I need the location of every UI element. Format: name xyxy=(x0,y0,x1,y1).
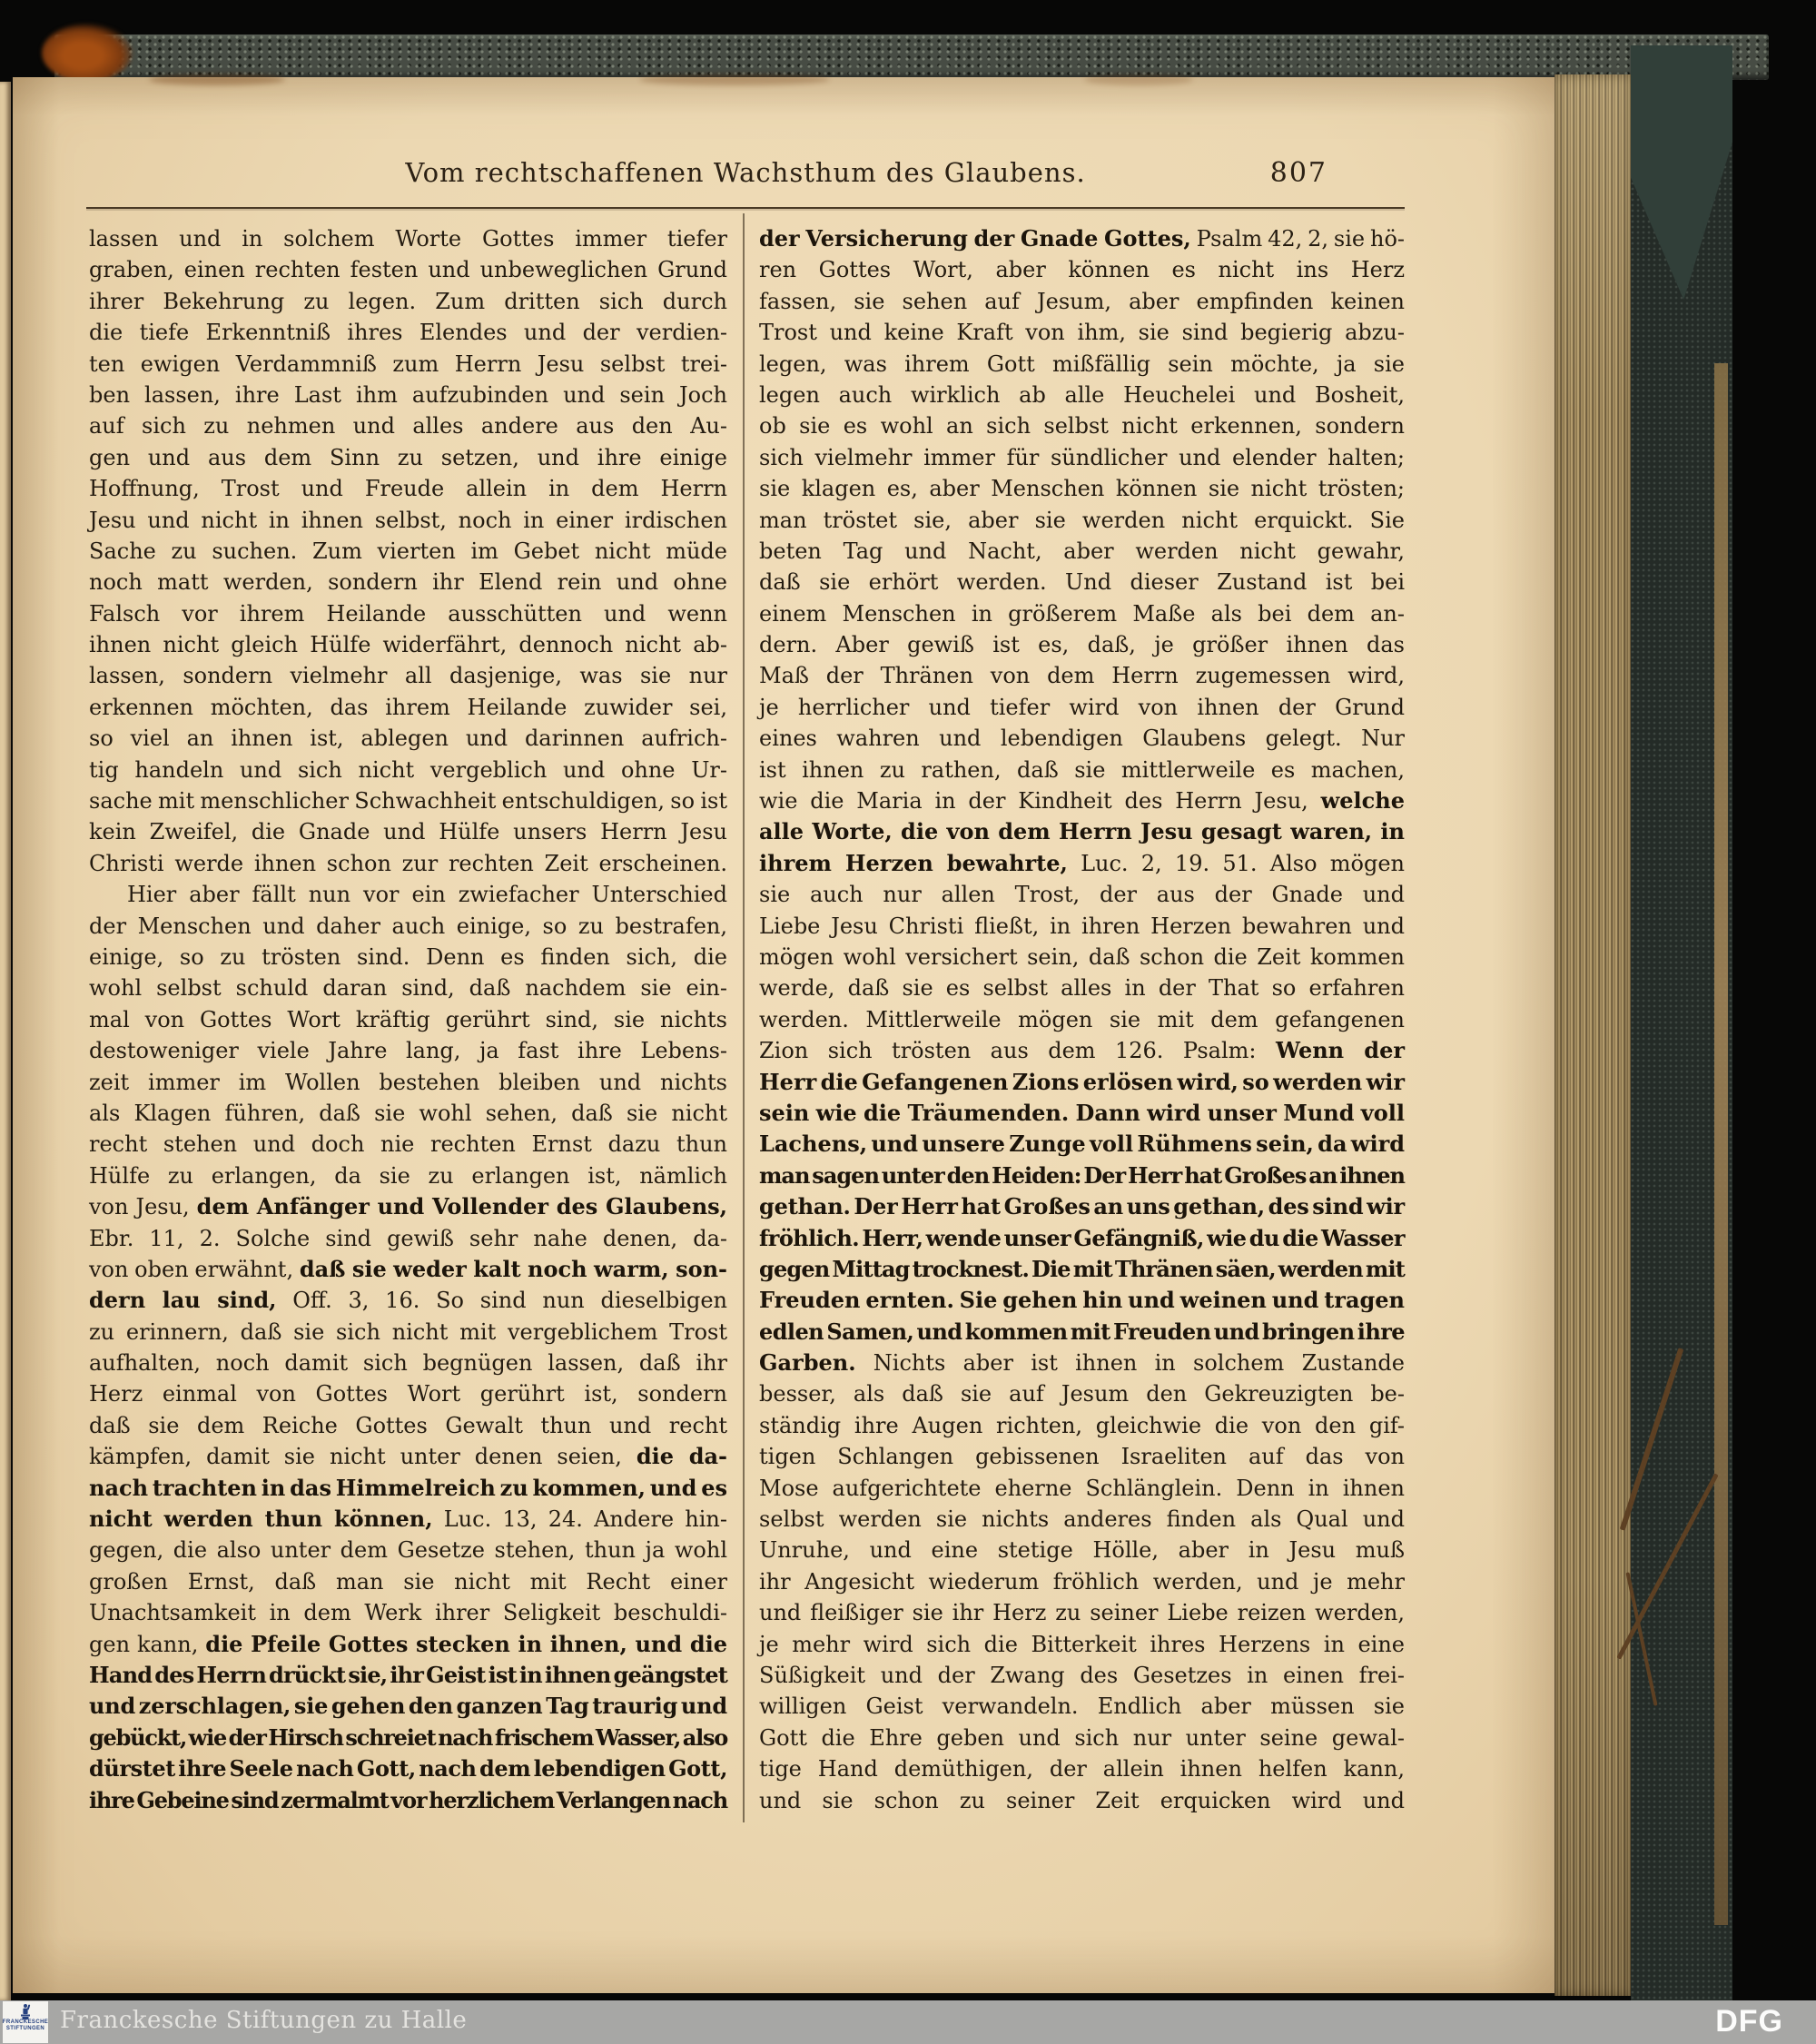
text-line xyxy=(89,317,727,348)
page-block-fore-edge xyxy=(1554,74,1631,1996)
text-line xyxy=(89,755,727,785)
body-text: besser, als daß sie auf Jesum den Gekreuzigten be- xyxy=(759,1381,1405,1407)
text-line xyxy=(759,1285,1405,1316)
emphasized-text: gebückt, wie der Hirsch schreiet nach frischem Wasser, also xyxy=(89,1723,728,1751)
text-line xyxy=(759,1191,1405,1222)
body-text: Hülfe zu erlangen, da sie zu erlangen ist, nämlich xyxy=(89,1162,727,1189)
emphasized-text: ihre Gebeine sind zermalmt vor herzlichem Verlangen nach xyxy=(89,1786,727,1813)
body-text: kämpfen, damit sie nicht unter denen seien, xyxy=(89,1444,637,1470)
text-line xyxy=(89,942,727,973)
body-text: destoweniger viele Jahre lang, ja fast ihre Lebens- xyxy=(89,1038,727,1064)
body-text: willigen Geist verwandeln. Endlich aber müssen sie xyxy=(759,1693,1405,1720)
body-text: Falsch vor ihrem Heilande ausschütten und wenn xyxy=(89,600,727,627)
emphasized-text: man sagen unter den Heiden: Der Herr hat Großes an ihnen xyxy=(759,1161,1405,1189)
footer-bar xyxy=(0,2000,1816,2044)
body-text: großen Ernst, daß man sie nicht mit Recht einer xyxy=(89,1568,727,1595)
header-rule xyxy=(86,207,1405,209)
text-line xyxy=(759,1629,1405,1660)
body-text: selbst werden sie nichts anderes finden als Qual und xyxy=(759,1506,1405,1533)
body-text: gen kann, xyxy=(89,1631,206,1657)
text-line xyxy=(759,1785,1405,1816)
text-line xyxy=(759,629,1405,660)
emphasized-text: Lachens, und unsere Zunge voll Rühmens sein, da wird xyxy=(759,1131,1405,1158)
text-line xyxy=(759,317,1405,348)
page-title: Vom rechtschaffenen Wachsthum des Glaubens. xyxy=(405,157,1086,188)
body-text: Süßigkeit und der Zwang des Gesetzes in einen frei- xyxy=(759,1662,1405,1688)
text-line xyxy=(89,1317,727,1348)
body-text: tige Hand demüthigen, der allein ihnen helfen kann, xyxy=(759,1756,1405,1782)
emphasized-text: Wenn der xyxy=(1275,1037,1406,1064)
text-line xyxy=(759,567,1405,597)
text-line xyxy=(89,785,727,816)
text-column-left xyxy=(89,223,727,1816)
text-line xyxy=(759,879,1405,910)
text-line xyxy=(89,660,727,691)
body-text: je herrlicher und tiefer wird von ihnen der Grund xyxy=(759,694,1405,720)
text-line xyxy=(89,1378,727,1409)
body-text: einige, so zu trösten sind. Denn es finden sich, die xyxy=(89,943,727,970)
text-line xyxy=(89,1285,727,1316)
logo-caption-line1: FRANCKESCHE xyxy=(2,2019,49,2025)
body-text: zeit immer im Wollen bestehen bleiben und nichts xyxy=(89,1069,727,1095)
text-line xyxy=(89,911,727,942)
emphasized-text: Hand des Herrn drückt sie, ihr Geist ist in ihnen geängstet xyxy=(89,1661,727,1688)
emphasized-text: alle Worte, die von dem Herrn Jesu gesagt waren, in xyxy=(759,818,1405,845)
body-text: mal von Gottes Wort kräftig gerührt sind, sie nichts xyxy=(89,1006,727,1032)
emphasized-text: die da- xyxy=(636,1443,727,1470)
body-text: ihr Angesicht wiederum fröhlich werden, und je mehr xyxy=(759,1568,1405,1595)
text-line xyxy=(759,1691,1405,1722)
text-line xyxy=(89,1753,727,1784)
body-text: tig handeln und sich nicht vergeblich und ohne Ur- xyxy=(89,756,727,783)
text-line xyxy=(759,505,1405,536)
emphasized-text: nicht werden thun können, xyxy=(89,1506,433,1533)
body-text: fassen, sie sehen auf Jesum, aber empfinden keinen xyxy=(759,288,1405,314)
body-text: Liebe Jesu Christi fließt, in ihren Herzen bewahren und xyxy=(759,913,1405,939)
body-text: als Klagen führen, daß sie wohl sehen, daß sie nicht xyxy=(89,1100,727,1126)
body-text: Christi werde ihnen schon zur rechten Zeit erscheinen. xyxy=(89,850,727,876)
text-line xyxy=(759,1254,1405,1285)
body-text: daß sie erhört werden. Und dieser Zustand ist bei xyxy=(759,569,1405,596)
body-text: von Jesu, xyxy=(89,1194,197,1220)
emphasized-text: ihrem Herzen bewahrte, xyxy=(759,849,1068,876)
text-line xyxy=(759,1566,1405,1597)
page-number: 807 xyxy=(1269,157,1327,189)
text-line xyxy=(759,1378,1405,1409)
text-column-right xyxy=(759,223,1405,1816)
body-text: mögen wohl versichert sein, daß schon die Zeit kommen xyxy=(759,943,1405,970)
text-line xyxy=(759,1535,1405,1565)
text-line xyxy=(89,1067,727,1098)
text-line xyxy=(759,410,1405,441)
text-line xyxy=(759,911,1405,942)
logo-caption-line2: STIFTUNGEN xyxy=(5,2025,45,2031)
text-line xyxy=(759,848,1405,879)
body-text: dern. Aber gewiß ist es, daß, je größer ihnen das xyxy=(759,632,1405,658)
body-text: aufhalten, noch damit sich begnügen lassen, daß ihr xyxy=(89,1350,727,1377)
body-text: daß sie dem Reiche Gottes Gewalt thun und recht xyxy=(89,1412,727,1438)
emphasized-text: der Versicherung der Gnade Gottes, xyxy=(759,225,1191,252)
text-line xyxy=(759,380,1405,410)
body-text: ren Gottes Wort, aber können es nicht ins Herz xyxy=(759,257,1405,283)
text-line xyxy=(759,723,1405,754)
text-line xyxy=(89,1660,727,1691)
text-line xyxy=(759,1348,1405,1378)
text-line xyxy=(89,1629,727,1660)
text-line xyxy=(89,816,727,847)
body-text: Unachtsamkeit in dem Werk ihrer Seligkeit beschuldi- xyxy=(89,1600,727,1626)
text-line xyxy=(759,973,1405,1003)
body-text: sie klagen es, aber Menschen können sie nicht trösten; xyxy=(759,476,1405,502)
institution-label: Franckesche Stiftungen zu Halle xyxy=(60,2007,468,2034)
text-line xyxy=(759,286,1405,317)
body-text: ständig ihre Augen richten, gleichwie die von den gif- xyxy=(759,1412,1405,1438)
text-line xyxy=(759,1441,1405,1472)
text-line xyxy=(759,1753,1405,1784)
body-text: sie auch nur allen Trost, der aus der Gnade und xyxy=(759,882,1405,908)
text-line xyxy=(89,254,727,285)
body-text: werde, daß sie es selbst alles in der That so erfahren xyxy=(759,975,1405,1002)
text-line xyxy=(759,1223,1405,1254)
body-text: Off. 3, 16. So sind nun dieselbigen xyxy=(276,1288,727,1314)
text-line xyxy=(759,755,1405,785)
text-line xyxy=(89,1723,727,1753)
text-line xyxy=(89,1191,727,1222)
text-line xyxy=(759,1004,1405,1035)
body-text: die tiefe Erkenntniß ihres Elendes und der verdien- xyxy=(89,320,727,346)
text-line xyxy=(759,442,1405,473)
page-top-stain xyxy=(149,74,285,85)
text-line xyxy=(89,1535,727,1565)
text-line xyxy=(89,1785,727,1816)
body-text: eines wahren und lebendigen Glaubens gelegt. Nur xyxy=(759,726,1405,752)
body-text: ihrer Bekehrung zu legen. Zum dritten sich durch xyxy=(89,288,727,314)
text-line xyxy=(89,1441,727,1472)
text-line xyxy=(89,1597,727,1628)
body-text: so viel an ihnen ist, ablegen und darinnen aufrich- xyxy=(89,726,727,752)
body-text: Maß der Thränen von dem Herrn zugemessen wird, xyxy=(759,663,1405,689)
page-top-stain xyxy=(1084,74,1193,85)
text-line xyxy=(89,1691,727,1722)
cover-damage-spot xyxy=(42,24,133,82)
body-text: legen, was ihrem Gott mißfällig sein möchte, ja sie xyxy=(759,351,1405,377)
body-text: Mose aufgerichtete eherne Schlänglein. Denn in ihnen xyxy=(759,1475,1405,1501)
emphasized-text: daß sie weder kalt noch warm, son- xyxy=(299,1255,727,1282)
body-text: Hoffnung, Trost und Freude allein in dem Herrn xyxy=(89,476,727,502)
text-line xyxy=(759,1723,1405,1753)
body-text: Psalm 42, 2, sie hö- xyxy=(1190,226,1405,252)
text-line xyxy=(759,1473,1405,1504)
text-line xyxy=(89,879,727,910)
text-line xyxy=(759,223,1405,254)
body-text: einem Menschen in größerem Maße als bei dem an- xyxy=(759,600,1405,627)
text-line xyxy=(759,1160,1405,1191)
body-text: ihnen nicht gleich Hülfe widerfährt, dennoch nicht ab- xyxy=(89,632,727,658)
emphasized-text: gethan. Der Herr hat Großes an uns gethan, des sind wir xyxy=(759,1193,1405,1220)
body-text: ist ihnen zu rathen, daß sie mittlerweile es machen, xyxy=(759,756,1405,783)
torn-cover-flap xyxy=(1631,45,1732,300)
body-text: kein Zweifel, die Gnade und Hülfe unsers Herrn Jesu xyxy=(89,819,727,845)
body-text: lassen, sondern vielmehr all dasjenige, was sie nur xyxy=(89,663,727,689)
text-line xyxy=(759,1098,1405,1129)
body-text: Luc. 2, 19. 51. Also mögen xyxy=(1067,850,1405,876)
body-text: man tröstet sie, aber sie werden nicht erquickt. Sie xyxy=(759,507,1405,533)
text-line xyxy=(759,660,1405,691)
body-text: von oben erwähnt, xyxy=(89,1256,300,1282)
text-line xyxy=(89,567,727,597)
text-line xyxy=(759,473,1405,504)
body-text: Sache zu suchen. Zum vierten im Gebet nicht müde xyxy=(89,538,727,564)
text-line xyxy=(89,473,727,504)
body-text: sache mit menschlicher Schwachheit entschuldigen, so ist xyxy=(89,788,727,815)
emphasized-text: Garben. xyxy=(759,1349,856,1377)
emphasized-text: nach trachten in das Himmelreich zu kommen, und es xyxy=(89,1474,727,1501)
text-line xyxy=(759,1597,1405,1628)
body-text: und fleißiger sie ihr Herz zu seiner Liebe reizen werden, xyxy=(759,1600,1405,1626)
body-text: Ebr. 11, 2. Solche sind gewiß sehr nahe denen, da- xyxy=(89,1225,727,1251)
text-line xyxy=(89,1473,727,1504)
emphasized-text: Herr die Gefangenen Zions erlösen wird, so werden wir xyxy=(759,1068,1405,1095)
body-text: wohl selbst schuld daran sind, daß nachdem sie ein- xyxy=(89,975,727,1002)
running-header xyxy=(86,157,1405,199)
text-line xyxy=(89,1129,727,1160)
text-line xyxy=(89,536,727,567)
body-text: Herz einmal von Gottes Wort gerührt ist, sondern xyxy=(89,1381,727,1407)
text-line xyxy=(89,1566,727,1597)
emphasized-text: edlen Samen, und kommen mit Freuden und bringen ihre xyxy=(759,1318,1405,1345)
text-line xyxy=(759,692,1405,723)
body-text: der Menschen und daher auch einige, so zu bestrafen, xyxy=(89,913,727,939)
text-line xyxy=(759,349,1405,380)
text-line xyxy=(759,942,1405,973)
body-text: gegen, die also unter dem Gesetze stehen, thun ja wohl xyxy=(89,1537,727,1564)
dfg-logo: DFG xyxy=(1715,2004,1783,2039)
text-line xyxy=(89,692,727,723)
emphasized-text: sein wie die Träumenden. Dann wird unser Mund voll xyxy=(759,1099,1405,1126)
body-text: Jesu und nicht in ihnen selbst, noch in einer irdischen xyxy=(89,507,727,533)
page-edge-left xyxy=(0,82,11,2000)
body-text: noch matt werden, sondern ihr Elend rein und ohne xyxy=(89,569,727,596)
text-line xyxy=(89,1035,727,1066)
text-line xyxy=(89,1160,727,1191)
emphasized-text: welche xyxy=(1320,787,1405,815)
text-line xyxy=(759,536,1405,567)
text-line xyxy=(89,723,727,754)
text-line xyxy=(759,1410,1405,1441)
text-line xyxy=(89,1254,727,1285)
text-line xyxy=(759,785,1405,816)
body-text: sich vielmehr immer für sündlicher und elender halten; xyxy=(759,444,1405,470)
emphasized-text: dern lau sind, xyxy=(89,1287,277,1314)
text-line xyxy=(89,505,727,536)
body-text: Trost und keine Kraft von ihm, sie sind begierig abzu- xyxy=(759,320,1405,346)
text-line xyxy=(759,1317,1405,1348)
body-text: tigen Schlangen gebissenen Israeliten auf das von xyxy=(759,1444,1405,1470)
emphasized-text: und zerschlagen, sie gehen den ganzen Tag traurig und xyxy=(89,1693,727,1720)
body-text: ben lassen, ihre Last ihm aufzubinden und sein Joch xyxy=(89,381,727,408)
book-cover-edge xyxy=(1631,45,1732,2007)
body-text: Hier aber fällt nun vor ein zwiefacher Unterschied xyxy=(127,882,727,908)
page-top-stain xyxy=(639,74,830,85)
body-text: gen und aus dem Sinn zu setzen, und ihre einige xyxy=(89,444,727,470)
text-line xyxy=(89,1098,727,1129)
body-text: Luc. 13, 24. Andere hin- xyxy=(432,1506,727,1533)
text-line xyxy=(89,410,727,441)
text-line xyxy=(759,1129,1405,1160)
text-line xyxy=(89,598,727,629)
francke-figure-icon xyxy=(18,2003,33,2019)
body-text: graben, einen rechten festen und unbeweglichen Grund xyxy=(89,257,727,283)
column-divider xyxy=(743,213,745,1822)
text-line xyxy=(89,349,727,380)
text-line xyxy=(89,848,727,879)
text-line xyxy=(89,1348,727,1378)
body-text: werden. Mittlerweile mögen sie mit dem gefangenen xyxy=(759,1006,1405,1032)
body-text: recht stehen und doch nie rechten Ernst dazu thun xyxy=(89,1131,727,1158)
body-text: Gott die Ehre geben und sich nur unter seine gewal- xyxy=(759,1724,1405,1751)
emphasized-text: dürstet ihre Seele nach Gott, nach dem lebendigen Gott, xyxy=(89,1755,728,1782)
text-line xyxy=(89,1504,727,1535)
body-text: Nichts aber ist ihnen in solchem Zustande xyxy=(855,1350,1405,1377)
text-line xyxy=(759,816,1405,847)
book-top-edge xyxy=(54,35,1769,80)
text-line xyxy=(759,598,1405,629)
body-text: Zion sich trösten aus dem 126. Psalm: xyxy=(759,1038,1276,1064)
text-line xyxy=(759,1067,1405,1098)
text-line xyxy=(759,1035,1405,1066)
body-text: auf sich zu nehmen und alles andere aus den Au- xyxy=(89,413,727,439)
body-text: lassen und in solchem Worte Gottes immer tiefer xyxy=(89,226,727,252)
body-text: ten ewigen Verdammniß zum Herrn Jesu selbst trei- xyxy=(89,351,727,377)
body-text: ob sie es wohl an sich selbst nicht erkennen, sondern xyxy=(759,413,1405,439)
text-line xyxy=(89,973,727,1003)
body-text: erkennen möchten, das ihrem Heilande zuwider sei, xyxy=(89,694,727,720)
body-text: je mehr wird sich die Bitterkeit ihres Herzens in eine xyxy=(759,1631,1405,1657)
francke-foundation-logo xyxy=(3,2001,48,2043)
text-line xyxy=(89,1223,727,1254)
emphasized-text: gegen Mittag trocknest. Die mit Thränen säen, werden mit xyxy=(759,1255,1405,1282)
text-line xyxy=(759,1504,1405,1535)
body-text: wie die Maria in der Kindheit des Herrn Jesu, xyxy=(759,788,1321,815)
emphasized-text: die Pfeile Gottes stecken in ihnen, und die xyxy=(205,1630,727,1657)
body-text: Unruhe, und eine stetige Hölle, aber in Jesu muß xyxy=(759,1537,1405,1564)
text-line xyxy=(89,1004,727,1035)
text-line xyxy=(89,286,727,317)
body-text: zu erinnern, daß sie sich nicht mit vergeblichem Trost xyxy=(89,1318,727,1345)
body-text: legen auch wirklich ab alle Heuchelei und Bosheit, xyxy=(759,381,1405,408)
text-line xyxy=(89,380,727,410)
text-line xyxy=(89,442,727,473)
text-line xyxy=(759,1660,1405,1691)
body-text: beten Tag und Nacht, aber werden nicht gewahr, xyxy=(759,538,1405,564)
text-line xyxy=(89,629,727,660)
emphasized-text: Freuden ernten. Sie gehen hin und weinen und tragen xyxy=(759,1287,1405,1314)
text-line xyxy=(89,1410,727,1441)
cover-board-edge xyxy=(1714,363,1728,1925)
emphasized-text: fröhlich. Herr, wende unser Gefängniß, wie du die Wasser xyxy=(759,1224,1405,1251)
body-text: und sie schon zu seiner Zeit erquicken wird und xyxy=(759,1787,1405,1813)
emphasized-text: dem Anfänger und Vollender des Glaubens, xyxy=(196,1193,728,1220)
text-line xyxy=(759,254,1405,285)
text-line xyxy=(89,223,727,254)
book-page xyxy=(13,77,1554,1993)
